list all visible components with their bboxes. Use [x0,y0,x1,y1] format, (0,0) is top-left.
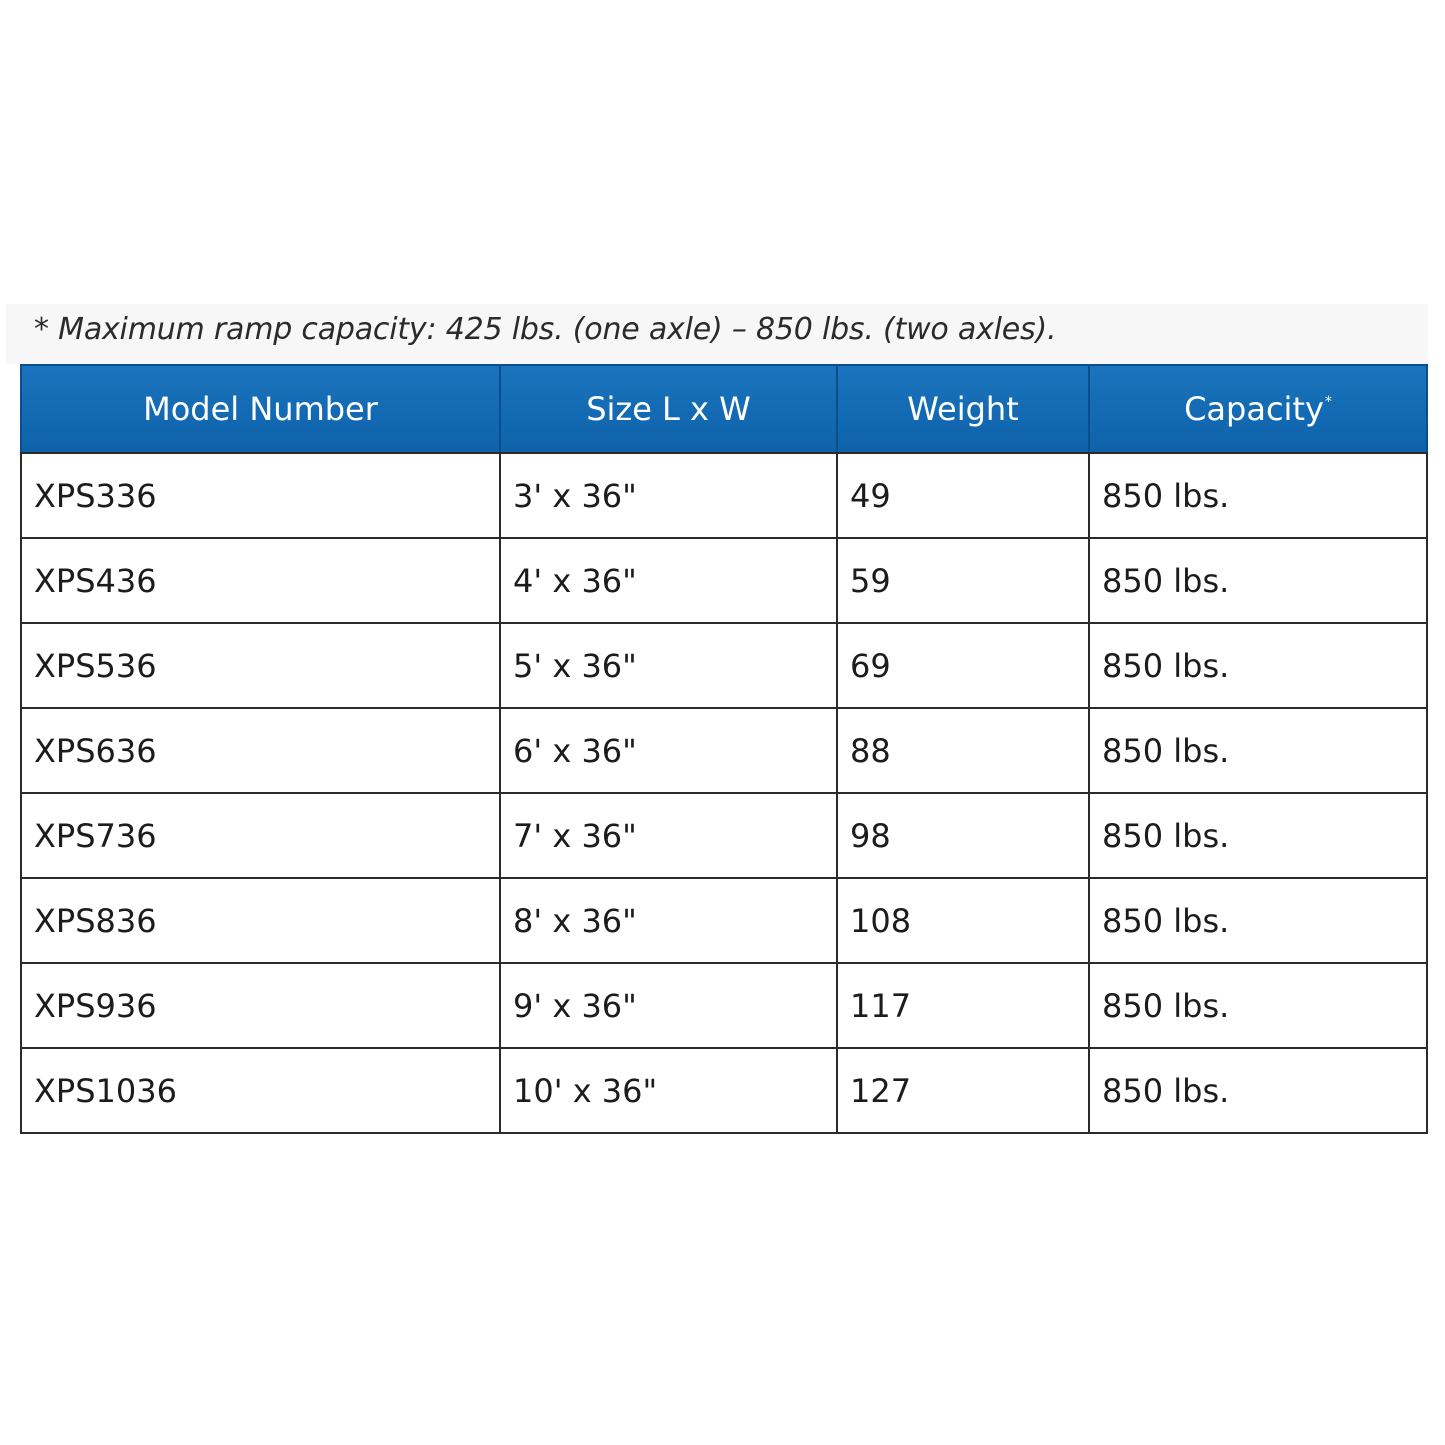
cell-weight: 49 [837,453,1089,538]
cell-model: XPS536 [21,623,500,708]
cell-model: XPS336 [21,453,500,538]
cell-capacity: 850 lbs. [1089,1048,1427,1133]
table-row [21,878,1427,963]
cell-model: XPS436 [21,538,500,623]
table-row [21,538,1427,623]
cell-size: 10' x 36" [500,1048,837,1133]
cell-weight: 108 [837,878,1089,963]
cell-model: XPS1036 [21,1048,500,1133]
capacity-footnote: * Maximum ramp capacity: 425 lbs. (one axle) – 850 lbs. (two axles). [34,312,1057,347]
table-header-row [21,365,1427,453]
cell-weight: 59 [837,538,1089,623]
table-row [21,793,1427,878]
table-row [21,623,1427,708]
cell-size: 9' x 36" [500,963,837,1048]
cell-capacity: 850 lbs. [1089,793,1427,878]
cell-capacity: 850 lbs. [1089,538,1427,623]
header-weight: Weight [837,365,1089,453]
cell-size: 5' x 36" [500,623,837,708]
table-row [21,708,1427,793]
cell-weight: 69 [837,623,1089,708]
cell-weight: 88 [837,708,1089,793]
cell-model: XPS936 [21,963,500,1048]
cell-model: XPS836 [21,878,500,963]
cell-capacity: 850 lbs. [1089,623,1427,708]
capacity-footnote-marker: * [1324,394,1332,410]
cell-model: XPS636 [21,708,500,793]
cell-capacity: 850 lbs. [1089,963,1427,1048]
cell-size: 6' x 36" [500,708,837,793]
cell-weight: 127 [837,1048,1089,1133]
cell-size: 8' x 36" [500,878,837,963]
cell-capacity: 850 lbs. [1089,453,1427,538]
cell-capacity: 850 lbs. [1089,878,1427,963]
header-model-number: Model Number [21,365,500,453]
cell-size: 7' x 36" [500,793,837,878]
cell-model: XPS736 [21,793,500,878]
cell-weight: 98 [837,793,1089,878]
table-row [21,963,1427,1048]
cell-size: 4' x 36" [500,538,837,623]
header-capacity-label: Capacity [1184,390,1324,428]
table-row [21,453,1427,538]
cell-weight: 117 [837,963,1089,1048]
table-row [21,1048,1427,1133]
cell-capacity: 850 lbs. [1089,708,1427,793]
ramp-spec-table [20,364,1428,1134]
cell-size: 3' x 36" [500,453,837,538]
header-size: Size L x W [500,365,837,453]
header-capacity [1089,365,1427,453]
